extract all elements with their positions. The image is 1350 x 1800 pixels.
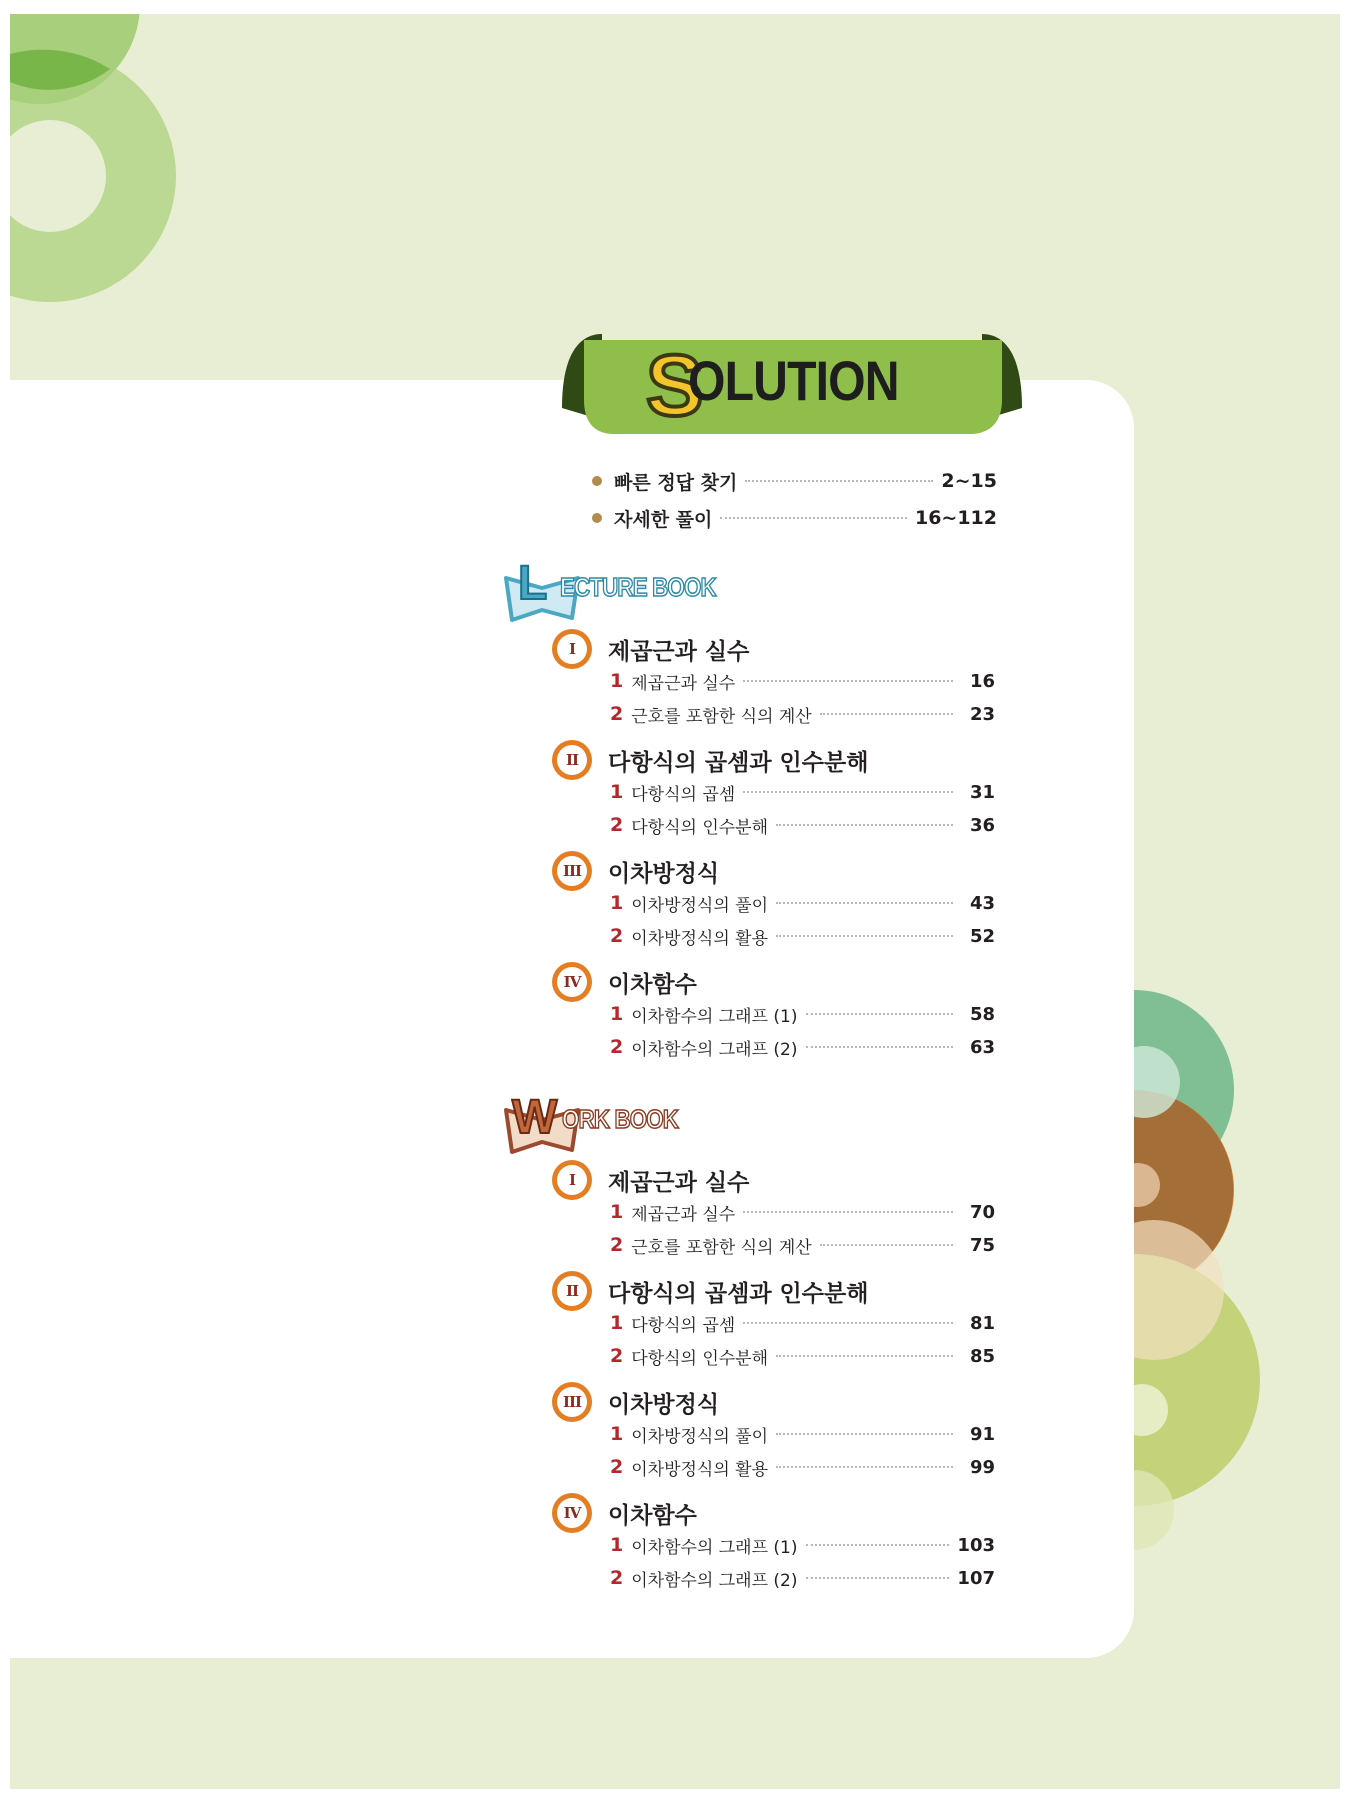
item-page: 81	[969, 1312, 995, 1334]
dot-leader	[743, 791, 953, 793]
toc-item[interactable]	[610, 1563, 995, 1593]
toc-item[interactable]	[610, 1230, 995, 1260]
chapter-title: 이차함수	[608, 1502, 697, 1529]
item-label: 이차방정식의 활용	[631, 928, 769, 949]
item-page: 91	[969, 1423, 995, 1445]
dot-leader	[776, 1433, 953, 1435]
dot-leader	[776, 1466, 953, 1468]
summary-label: 빠른 정답 찾기	[614, 471, 738, 494]
toc-item[interactable]	[610, 699, 995, 729]
item-page: 70	[969, 1201, 995, 1223]
roman-numeral-badge: III	[552, 851, 592, 891]
roman-numeral-badge: IV	[552, 1493, 592, 1533]
item-number: 2	[610, 1234, 624, 1256]
item-label: 이차함수의 그래프 (1)	[631, 1006, 798, 1027]
dot-leader	[820, 1244, 953, 1246]
item-number: 2	[610, 1567, 624, 1589]
toc-item[interactable]	[610, 1197, 995, 1227]
summary-label: 자세한 풀이	[614, 508, 713, 531]
item-label: 제곱근과 실수	[631, 1204, 736, 1225]
item-label: 다항식의 인수분해	[631, 1348, 769, 1369]
chapter-heading[interactable]	[552, 960, 697, 1004]
toc-item[interactable]	[610, 1530, 995, 1560]
bullet-icon	[592, 513, 602, 523]
item-number: 2	[610, 814, 624, 836]
item-label: 다항식의 곱셈	[631, 784, 736, 805]
page-title: OLUTION	[688, 349, 899, 412]
roman-numeral-badge: I	[552, 629, 592, 669]
chapter-title: 제곱근과 실수	[608, 1169, 750, 1196]
chapter-heading[interactable]	[552, 1158, 749, 1202]
chapter-heading[interactable]	[552, 627, 749, 671]
item-number: 1	[610, 1201, 624, 1223]
item-page: 36	[969, 814, 995, 836]
item-page: 99	[969, 1456, 995, 1478]
chapter-title: 다항식의 곱셈과 인수분해	[608, 1280, 869, 1307]
item-page: 23	[969, 703, 995, 725]
toc-item[interactable]	[610, 999, 995, 1029]
item-number: 2	[610, 925, 624, 947]
item-page: 107	[957, 1567, 995, 1589]
summary-page: 16~112	[914, 507, 997, 529]
toc-item[interactable]	[610, 921, 995, 951]
item-number: 2	[610, 1345, 624, 1367]
dot-leader	[806, 1544, 950, 1546]
item-page: 75	[969, 1234, 995, 1256]
item-number: 1	[610, 892, 624, 914]
summary-row[interactable]	[592, 503, 997, 533]
toc-item[interactable]	[610, 777, 995, 807]
work-book-initial: W	[512, 1091, 558, 1144]
toc-item[interactable]	[610, 1341, 995, 1371]
roman-numeral-badge: II	[552, 740, 592, 780]
chapter-title: 이차함수	[608, 971, 697, 998]
item-number: 1	[610, 781, 624, 803]
chapter-heading[interactable]	[552, 1380, 719, 1424]
toc-item[interactable]	[610, 1452, 995, 1482]
item-number: 2	[610, 703, 624, 725]
toc-item[interactable]	[610, 1419, 995, 1449]
item-label: 근호를 포함한 식의 계산	[631, 706, 812, 727]
chapter-heading[interactable]	[552, 849, 719, 893]
chapter-title: 제곱근과 실수	[608, 638, 750, 665]
toc-item[interactable]	[610, 1308, 995, 1338]
dot-leader	[806, 1577, 950, 1579]
item-number: 2	[610, 1036, 624, 1058]
item-number: 1	[610, 1534, 624, 1556]
item-page: 58	[969, 1003, 995, 1025]
toc-item[interactable]	[610, 666, 995, 696]
toc-item[interactable]	[610, 810, 995, 840]
item-page: 52	[969, 925, 995, 947]
item-label: 이차함수의 그래프 (2)	[631, 1039, 798, 1060]
item-label: 이차함수의 그래프 (1)	[631, 1537, 798, 1558]
roman-numeral-badge: I	[552, 1160, 592, 1200]
dot-leader	[820, 713, 953, 715]
chapter-title: 이차방정식	[608, 860, 720, 887]
dot-leader	[776, 1355, 953, 1357]
dot-leader	[776, 935, 953, 937]
item-page: 85	[969, 1345, 995, 1367]
dot-leader	[806, 1013, 954, 1015]
roman-numeral-badge: III	[552, 1382, 592, 1422]
item-number: 1	[610, 1423, 624, 1445]
item-label: 이차방정식의 풀이	[631, 1426, 769, 1447]
toc-item[interactable]	[610, 888, 995, 918]
work-book-title: ORK BOOK	[562, 1104, 679, 1134]
item-label: 이차방정식의 풀이	[631, 895, 769, 916]
item-page: 43	[969, 892, 995, 914]
summary-row[interactable]	[592, 466, 997, 496]
item-page: 31	[969, 781, 995, 803]
chapter-heading[interactable]	[552, 1269, 868, 1313]
toc-item[interactable]	[610, 1032, 995, 1062]
dot-leader	[776, 824, 953, 826]
item-page: 16	[969, 670, 995, 692]
item-number: 2	[610, 1456, 624, 1478]
right-circle-decoration	[1134, 990, 1350, 1610]
item-number: 1	[610, 670, 624, 692]
lecture-book-initial: L	[518, 557, 548, 610]
roman-numeral-badge: II	[552, 1271, 592, 1311]
dot-leader	[743, 680, 953, 682]
summary-page: 2~15	[941, 470, 997, 492]
item-label: 제곱근과 실수	[631, 673, 736, 694]
item-page: 63	[969, 1036, 995, 1058]
chapter-title: 이차방정식	[608, 1391, 720, 1418]
roman-numeral-badge: IV	[552, 962, 592, 1002]
dot-leader	[743, 1211, 953, 1213]
dot-leader	[806, 1046, 954, 1048]
chapter-heading[interactable]	[552, 738, 868, 782]
chapter-heading[interactable]	[552, 1491, 697, 1535]
dot-leader	[776, 902, 953, 904]
chapter-title: 다항식의 곱셈과 인수분해	[608, 749, 869, 776]
dot-leader	[745, 480, 933, 482]
item-label: 다항식의 인수분해	[631, 817, 769, 838]
dot-leader	[720, 517, 907, 519]
item-label: 다항식의 곱셈	[631, 1315, 736, 1336]
item-number: 1	[610, 1003, 624, 1025]
dot-leader	[743, 1322, 953, 1324]
lecture-book-title: ECTURE BOOK	[560, 572, 716, 602]
bullet-icon	[592, 476, 602, 486]
item-page: 103	[957, 1534, 995, 1556]
item-label: 근호를 포함한 식의 계산	[631, 1237, 812, 1258]
banner-initial: S	[646, 338, 704, 434]
item-label: 이차방정식의 활용	[631, 1459, 769, 1480]
item-label: 이차함수의 그래프 (2)	[631, 1570, 798, 1591]
item-number: 1	[610, 1312, 624, 1334]
